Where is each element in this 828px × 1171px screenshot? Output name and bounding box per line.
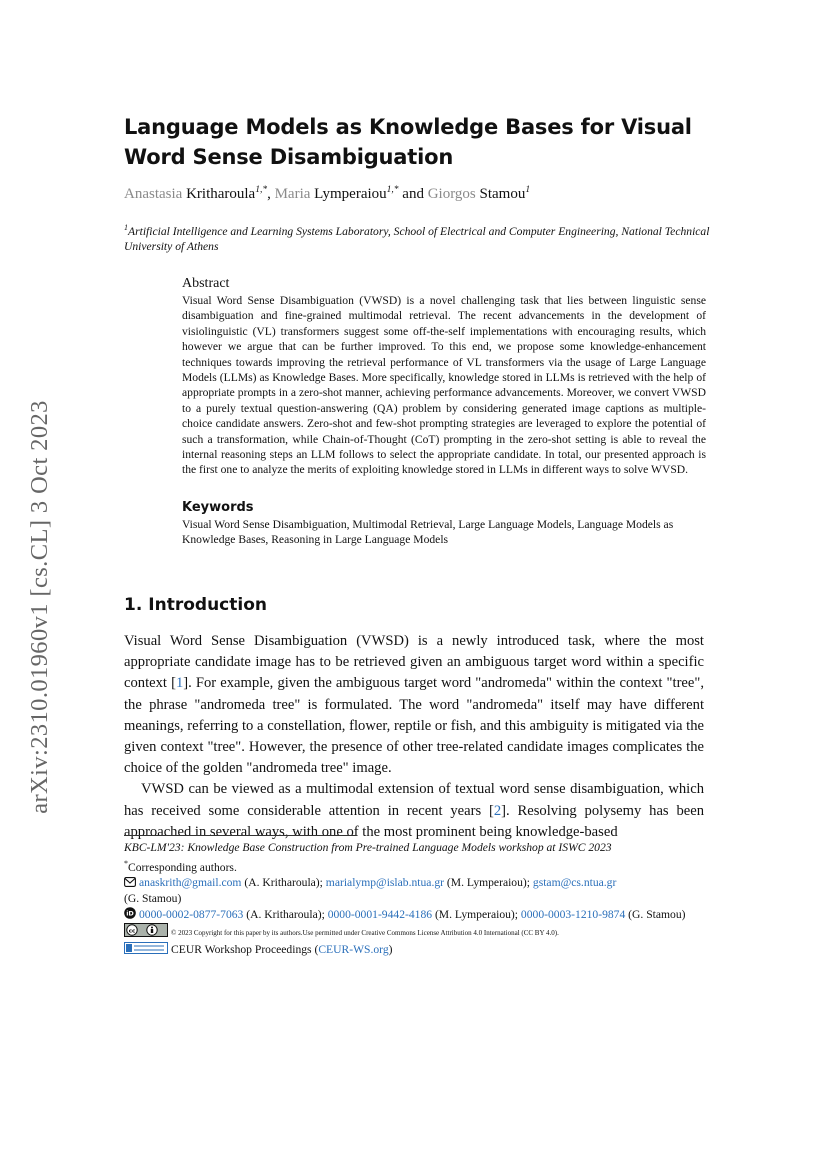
envelope-icon <box>124 876 136 892</box>
orcid-icon <box>124 907 136 924</box>
section-number: 1. <box>124 595 143 615</box>
section-heading <box>124 595 267 615</box>
email-name: (G. Stamou) <box>124 892 182 906</box>
license-line <box>124 923 714 942</box>
keywords-heading: Keywords <box>182 500 254 515</box>
email-line: anaskrith@gmail.com (A. Kritharoula); marialymp@islab.ntua.gr (M. Lymperaiou); gstam@cs.ntua.gr <box>124 875 714 891</box>
intro-body <box>124 631 704 843</box>
footnote-divider <box>124 835 356 836</box>
paper-title: Language Models as Knowledge Bases for Visual Word Sense Disambiguation <box>124 115 692 169</box>
author: Giorgos Stamou$^1$ <box>427 185 531 202</box>
abstract-text: Visual Word Sense Disambiguation (VWSD) is a novel challenging task that lies between linguistic sense disambiguation and fine-grained multimodal retrieval. The recent advancements in the development of visiolinguistic (VL) transformers suggest some off-the-self implementations with encouraging results, which however we argue that can be further improved. To this end, we propose some knowledge-enhancement techniques towards improving the retrieval performance of VL transformers via the usage of Large Language Models (LLMs) as Knowledge Bases. More specifically, knowledge stored in LLMs is retrieved with the help of appropriate prompts in a zero-shot manner, achieving performance advancements. Moreover, we convert VWSD to a purely textual question-answering (QA) problem by considering generated image captions as multiple-choice candidate answers. Zero-shot and few-shot prompting strategies are leveraged to explore the potential of such a transformation, while Chain-of-Thought (CoT) prompting in the zero-shot setting is able to reveal the internal reasoning steps an LLM follows to select the appropriate candidate. In total, our presented approach is the first one to analyze the merits of exploiting knowledge stored in LLMs in different ways to solve WVSD. <box>182 294 706 477</box>
cc-by-license-icon <box>124 923 168 942</box>
abstract-heading: Abstract <box>182 276 230 291</box>
ceur-logo-icon <box>124 942 168 959</box>
orcid-link[interactable]: 0000-0003-1210-9874 <box>520 907 626 921</box>
svg-text:iD: iD <box>126 909 134 918</box>
email-link[interactable]: gstam@cs.ntua.gr <box>532 876 617 890</box>
paragraph: Visual Word Sense Disambiguation (VWSD) is a newly introduced task, where the most appropriate candidate image has to be retrieved given an ambiguous target word within a specific context [1]. For example, given the ambiguous target word "andromeda" within the context "tree", the phrase "andromeda tree" is formulated. The word "andromeda" itself may have different meanings, referring to a constellation, flower, reptile or fish, and this ambiguity is mitigated via the given context "tree". However, the presence of other tree-related candidate images complicates the choice of the golden "andromeda tree" image. <box>124 633 704 777</box>
email-link[interactable]: marialymp@islab.ntua.gr <box>325 876 445 890</box>
arxiv-sidebar <box>20 372 60 842</box>
section-title: Introduction <box>148 595 267 615</box>
footnotes <box>124 840 714 959</box>
ceur-link[interactable]: CEUR-WS.org <box>318 943 389 957</box>
corresponding-note: *Corresponding authors. <box>124 858 237 874</box>
paragraph: VWSD can be viewed as a multimodal extension of textual word sense disambiguation, which has received some considerable attention in recent years [2]. Resolving polysemy has been approached in several ways, with one of the most prominent being knowledge-based <box>124 781 704 840</box>
copyright-text: © 2023 Copyright for this paper by its authors.Use permitted under Creative Commons License Attribution 4.0 International (CC BY 4.0). <box>171 929 559 938</box>
citation-link[interactable]: 2 <box>493 802 502 819</box>
orcid-line: iD 0000-0002-0877-7063 (A. Kritharoula); 0000-0001-9442-4186 (M. Lymperaiou); 0000-0003-1210-9874 (G. Stamou) <box>124 907 714 924</box>
author: Anastasia Kritharoula$^{1,*}$ <box>124 185 268 202</box>
ceur-line: CEUR Workshop Proceedings (CEUR-WS.org) <box>124 942 714 959</box>
orcid-link[interactable]: 0000-0002-0877-7063 <box>139 907 244 921</box>
affiliation: $^1$Artificial Intelligence and Learning Systems Laboratory, School of Electrical and Computer Engineering, National Technical University of Athens <box>124 223 710 254</box>
author: Maria Lymperaiou$^{1,*}$ <box>274 185 399 202</box>
orcid-link[interactable]: 0000-0001-9442-4186 <box>327 907 433 921</box>
author-list: Anastasia Kritharoula$^{1,*}$, Maria Lymperaiou$^{1,*}$ and Giorgos Stamou$^1$ <box>124 185 531 202</box>
keywords-text: Visual Word Sense Disambiguation, Multimodal Retrieval, Large Language Models, Language Models as Knowledge Bases, Reasoning in Large Language Models <box>182 518 674 547</box>
email-link[interactable]: anaskrith@gmail.com <box>139 876 242 890</box>
workshop-note: KBC-LM'23: Knowledge Base Construction from Pre-trained Language Models workshop at ISWC 2023 <box>124 841 612 854</box>
svg-text:cc: cc <box>128 928 136 935</box>
arxiv-identifier: arXiv:2310.01960v1 [cs.CL] 3 Oct 2023 <box>26 400 54 814</box>
citation-link[interactable]: 1 <box>175 675 184 692</box>
